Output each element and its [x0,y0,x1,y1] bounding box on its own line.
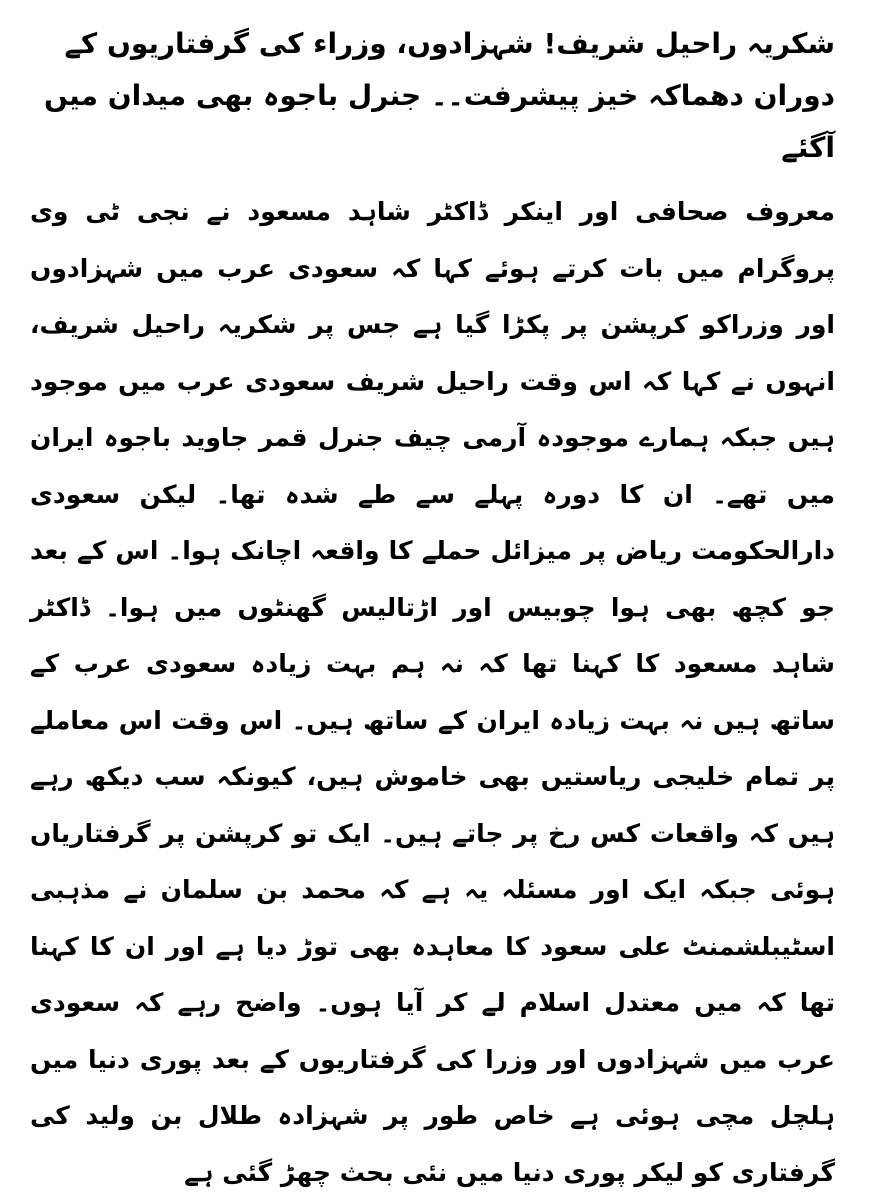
article-headline: شکریہ راحیل شریف! شہزادوں، وزراء کی گرفتاریوں کے دوران دھماکہ خیز پیشرفت۔۔ جنرل باجوہ بھی میدان میں آگئے [43,27,835,164]
article-body: معروف صحافی اور اینکر ڈاکٹر شاہد مسعود نے نجی ٹی وی پروگرام میں بات کرتے ہوئے کہا کہ سعودی عرب میں شہزادوں اور وزراکو کرپشن پر پکڑا گیا ہے جس پر شکریہ راحیل شریف، انہوں نے کہا کہ اس وقت راحیل شریف سعودی عرب میں موجود ہیں جبکہ ہمارے موجودہ آرمی چیف جنرل قمر جاوید باجوہ ایران میں تھے۔ ان کا دورہ پہلے سے طے شدہ تھا۔ لیکن سعودی دارالحکومت ریاض پر میزائل حملے کا واقعہ اچانک ہوا۔ اس کے بعد جو کچھ بھی ہوا چوبیس اور اڑتالیس گھنٹوں میں ہوا۔ ڈاکٹر شاہد مسعود کا کہنا تھا کہ نہ ہم بہت زیادہ سعودی عرب کے ساتھ ہیں نہ بہت زیادہ ایران کے ساتھ ہیں۔ اس وقت اس معاملے پر تمام خلیجی ریاستیں بھی خاموش ہیں، کیونکہ سب دیکھ رہے ہیں کہ واقعات کس رخ پر جاتے ہیں۔ ایک تو کرپشن پر گرفتاریاں ہوئی جبکہ ایک اور مسئلہ یہ ہے کہ محمد بن سلمان نے مذہبی اسٹیبلشمنٹ علی سعود کا معاہدہ بھی توڑ دیا ہے اور ان کا کہنا تھا کہ میں معتدل اسلام لے کر آیا ہوں۔ واضح رہے کہ سعودی عرب میں شہزادوں اور وزرا کی گرفتاریوں کے بعد پوری دنیا میں ہلچل مچی ہوئی ہے خاص طور پر شہزادہ طلال بن ولید کی گرفتاری کو لیکر پوری دنیا میں نئی بحث چھڑ گئی ہے [30,197,835,1187]
article [30,18,835,1201]
